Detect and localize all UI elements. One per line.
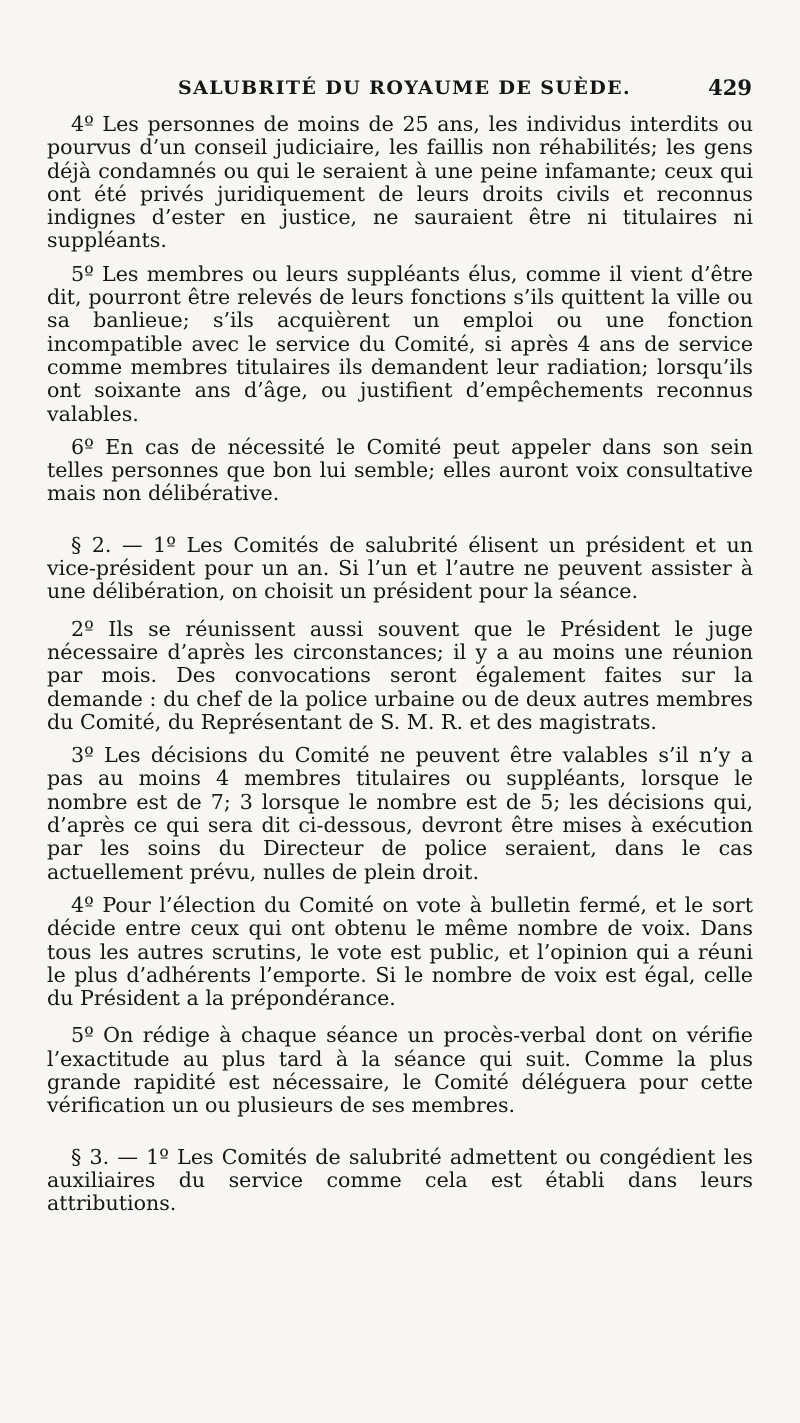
page-number: 429 [708,75,752,100]
running-head-title: SALUBRITÉ DU ROYAUME DE SUÈDE. [178,77,632,99]
running-head [48,77,760,107]
paragraph-art1-item6: 6º En cas de nécessité le Comité peut appeler dans son sein telles personnes que bon lui semble; elles auront voix consultative mais non délibérative. [47,434,753,506]
paragraph-art1-item5: 5º Les membres ou leurs suppléants élus, comme il vient d’être dit, pourront être relevés de leurs fonctions s’ils quittent la ville ou sa banlieue; s’ils acquièrent un emploi ou une fonction incompatible avec le service du Comité, si après 4 ans de service comme membres titulaires ils demandent leur radiation; lorsqu’ils ont soixante ans d’âge, ou justifient d’empêchements reconnus valables. [47,261,753,426]
paragraph-section2-item2: 2º Ils se réunissent aussi souvent que le Président le juge nécessaire d’après les circonstances; il y a au moins une réunion par mois. Des convocations seront également faites sur la demande : du chef de la police urbaine ou de deux autres membres du Comité, du Représentant de S. M. R. et des magistrats. [47,616,753,734]
paragraph-art1-item4: 4º Les personnes de moins de 25 ans, les individus interdits ou pourvus d’un conseil judiciaire, les faillis non réhabilités; les gens déjà condamnés ou qui le seraient à une peine infamante; ceux qui ont été privés juridiquement de leurs droits civils et reconnus indignes d’ester en justice, ne sauraient être ni titulaires ni suppléants. [47,112,753,253]
paragraph-section2-item4: 4º Pour l’élection du Comité on vote à bulletin fermé, et le sort décide entre ceux qui ont obtenu le même nombre de voix. Dans tous les autres scrutins, le vote est public, et l’opinion qui a réuni le plus d’adhérents l’emporte. Si le nombre de voix est égal, celle du Président a la prépondérance. [47,892,753,1011]
body-text [47,113,753,1215]
paragraph-section3-item1: § 3. — 1º Les Comités de salubrité admettent ou congédient les auxiliaires du service comme cela est établi dans leurs attributions. [47,1144,753,1216]
paragraph-section2-item3: 3º Les décisions du Comité ne peuvent être valables s’il n’y a pas au moins 4 membres titulaires ou suppléants, lorsque le nombre est de 7; 3 lorsque le nombre est de 5; les décisions qui, d’après ce qui sera dit ci-dessous, devront être mises à exécution par les soins du Directeur de police seraient, dans le cas actuellement prévu, nulles de plein droit. [47,743,753,884]
paragraph-section2-item1: § 2. — 1º Les Comités de salubrité élisent un président et un vice-président pour un an. Si l’un et l’autre ne peuvent assister à une délibération, on choisit un président pour la séance. [47,532,753,604]
paragraph-section2-item5: 5º On rédige à chaque séance un procès-verbal dont on vérifie l’exactitude au plus tard à la séance qui suit. Comme la plus grande rapidité est nécessaire, le Comité déléguera pour cette vérification un ou plusieurs de ses membres. [47,1023,753,1118]
